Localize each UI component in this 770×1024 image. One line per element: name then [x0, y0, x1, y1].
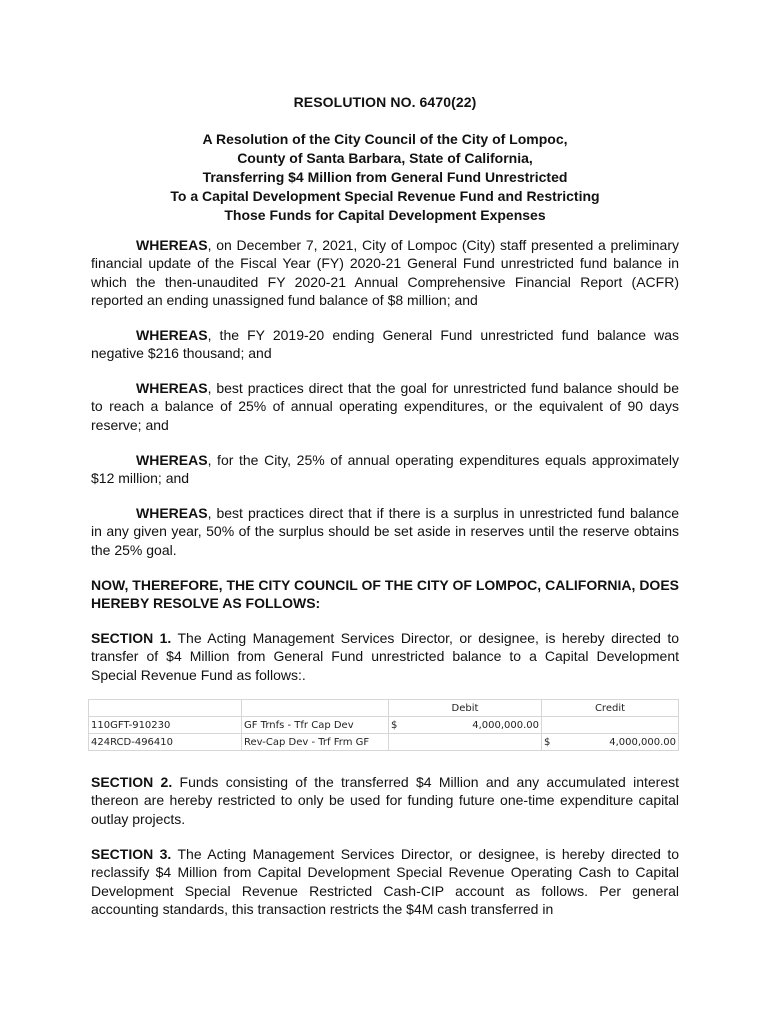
resolution-subtitle — [0, 130, 770, 225]
section-paragraph — [91, 773, 679, 828]
subtitle-line: County of Santa Barbara, State of California, — [237, 150, 533, 166]
whereas-text: , the FY 2019-20 ending General Fund unrestricted fund balance was negative $216 thousand; and — [91, 327, 679, 362]
whereas-text: , on December 7, 2021, City of Lompoc (City) staff presented a preliminary financial update of the Fiscal Year (FY) 2020-21 General Fund unrestricted fund balance in which the then-unaudited FY 2020-21 Annual Comprehensive Financial Report (ACFR) reported an ending unassigned fund balance of $8 million; and — [91, 237, 679, 308]
table-row — [89, 734, 679, 751]
table-row — [89, 717, 679, 734]
whereas-paragraph — [91, 326, 679, 363]
description-cell: GF Trnfs - Tfr Cap Dev — [242, 717, 389, 734]
account-cell: 110GFT-910230 — [89, 717, 242, 734]
debit-header: Debit — [389, 700, 542, 717]
credit-header: Credit — [542, 700, 679, 717]
section-text: The Acting Management Services Director, or designee, is hereby directed to reclassify $4 Million from Capital Development Special Revenue Operating Cash to Capital Development Special Revenue Restricted Cash-CIP account as follows. Per general accounting standards, this transaction restricts the $4M cash transferred in — [91, 846, 679, 917]
credit-cell — [542, 734, 679, 751]
whereas-paragraph — [91, 236, 679, 309]
whereas-paragraph — [91, 379, 679, 434]
section-text: Funds consisting of the transferred $4 Million and any accumulated interest thereon are hereby restricted to only be used for funding future one-time expenditure capital outlay projects. — [91, 774, 679, 827]
debit-cell — [389, 717, 542, 734]
table-header-cell — [89, 700, 242, 717]
whereas-lead: WHEREAS — [136, 327, 208, 343]
section-label: SECTION 1. — [91, 630, 172, 646]
section-label: SECTION 2. — [91, 774, 173, 790]
section-text: The Acting Management Services Director, or designee, is hereby directed to transfer of $4 Million from General Fund unrestricted balance to a Capital Development Special Revenue Fund as follows:. — [91, 630, 679, 683]
section-paragraph — [91, 629, 679, 684]
resolve-heading: NOW, THEREFORE, THE CITY COUNCIL OF THE CITY OF LOMPOC, CALIFORNIA, DOES HEREBY RESOLVE AS FOLLOWS: — [91, 577, 679, 611]
whereas-paragraph — [91, 451, 679, 488]
section-label: SECTION 3. — [91, 846, 172, 862]
currency-symbol: $ — [544, 736, 551, 748]
account-cell: 424RCD-496410 — [89, 734, 242, 751]
currency-symbol: $ — [391, 719, 398, 731]
resolution-title: RESOLUTION NO. 6470(22) — [293, 94, 477, 110]
transfer-table — [88, 699, 679, 751]
whereas-text: , for the City, 25% of annual operating expenditures equals approximately $12 million; and — [91, 452, 679, 487]
table-header-row — [89, 700, 679, 717]
subtitle-line: A Resolution of the City Council of the City of Lompoc, — [202, 131, 568, 147]
whereas-lead: WHEREAS — [136, 452, 208, 468]
section-paragraph — [91, 845, 679, 918]
subtitle-line: Transferring $4 Million from General Fund Unrestricted — [202, 169, 568, 185]
subtitle-line: Those Funds for Capital Development Expenses — [224, 207, 546, 223]
whereas-lead: WHEREAS — [136, 380, 208, 396]
table-header-cell — [242, 700, 389, 717]
credit-cell — [542, 717, 679, 734]
description-cell: Rev-Cap Dev - Trf Frm GF — [242, 734, 389, 751]
debit-cell — [389, 734, 542, 751]
whereas-lead: WHEREAS — [136, 505, 208, 521]
whereas-text: , best practices direct that the goal for unrestricted fund balance should be to reach a balance of 25% of annual operating expenditures, or the equivalent of 90 days reserve; and — [91, 380, 679, 433]
debit-amount: 4,000,000.00 — [472, 719, 539, 731]
subtitle-line: To a Capital Development Special Revenue Fund and Restricting — [170, 188, 600, 204]
whereas-lead: WHEREAS — [136, 237, 208, 253]
whereas-text: , best practices direct that if there is a surplus in unrestricted fund balance in any given year, 50% of the surplus should be set aside in reserves until the reserve obtains the 25% goal. — [91, 505, 679, 558]
whereas-paragraph — [91, 504, 679, 559]
credit-amount: 4,000,000.00 — [609, 736, 676, 748]
